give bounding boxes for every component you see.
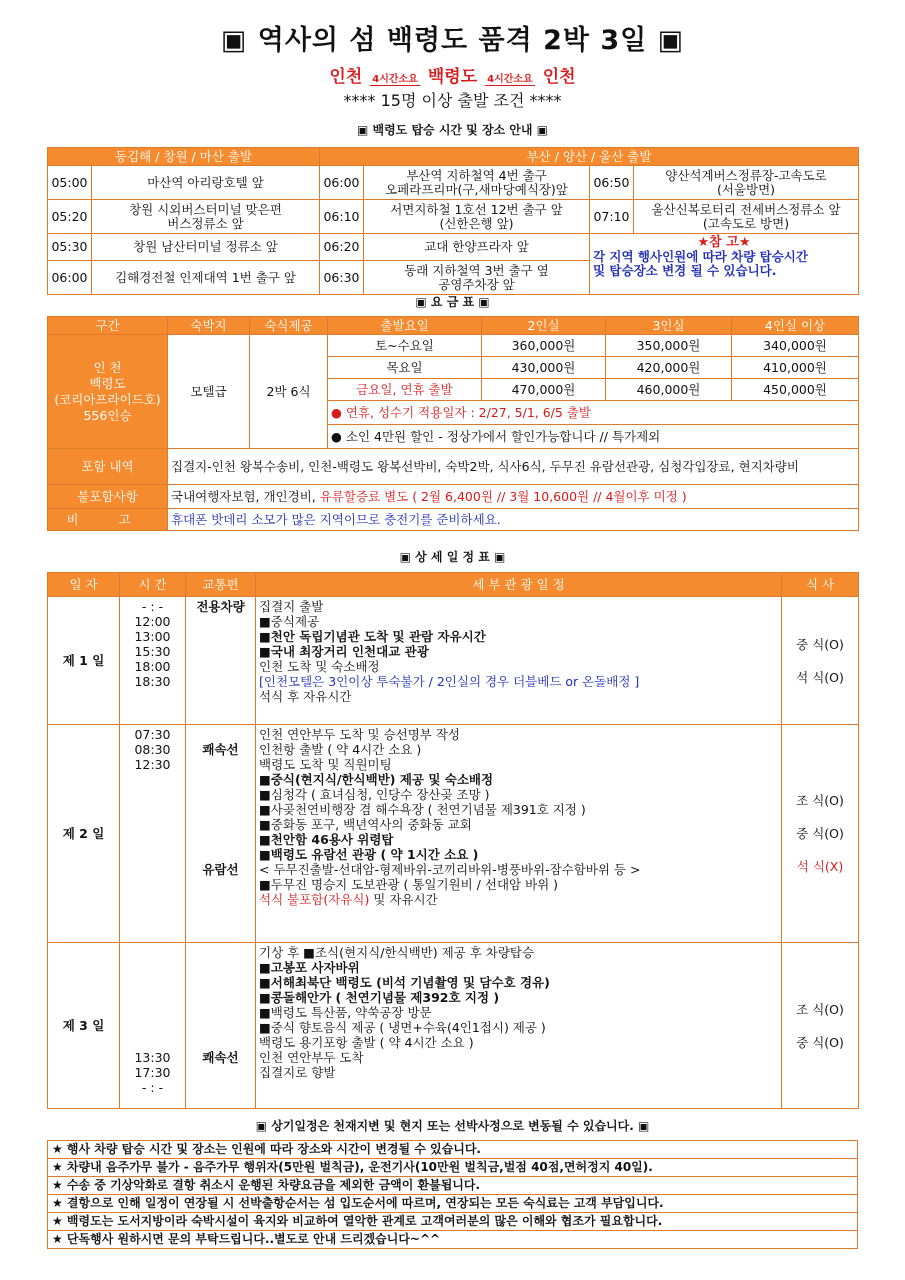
- schedule-header: 식 사: [782, 573, 859, 597]
- schedule-line: ■중식제공: [259, 614, 320, 629]
- fees-excluded-label: 불포함사항: [48, 485, 168, 509]
- fees-header: 2인실: [482, 317, 606, 335]
- schedule-line: 백령도 도착 및 직원미팅: [259, 757, 392, 772]
- boarding-place: 창원 시외버스터미널 맞은편 버스정류소 앞: [92, 200, 320, 234]
- note-line: ★ 단독행사 원하시면 문의 부탁드립니다..별도로 안내 드리겠습니다~^^: [52, 1232, 441, 1246]
- route-duration-1: 4시간소요: [372, 74, 418, 85]
- schedule-header: 교통편: [186, 573, 256, 597]
- schedule-line: < 두무진출발-선대암-형제바위-코끼리바위-병풍바위-잠수함바위 등 >: [259, 862, 641, 877]
- boarding-time: 05:00: [48, 166, 92, 200]
- boarding-time: 06:00: [320, 166, 364, 200]
- meal: 조 식(O): [796, 793, 844, 808]
- meal: 석 식(X): [796, 859, 844, 874]
- meal: 중 식(O): [796, 636, 844, 652]
- day-meals: [782, 725, 859, 943]
- note-line: ★ 백령도는 도서지방이라 숙박시설이 육지와 비교하여 열악한 관계로 고객여러분의 많은 이해와 협조가 필요합니다.: [48, 1213, 857, 1231]
- route-to: 인천: [542, 67, 576, 87]
- day-label: 제 2 일: [48, 725, 120, 943]
- note-line: ★ 행사 차량 탑승 시간 및 장소는 인원에 따라 장소와 시간이 변경될 수 있습니다.: [48, 1141, 857, 1159]
- boarding-place: 울산신복로터리 전세버스정류소 앞 (고속도로 방면): [634, 200, 859, 234]
- fees-excluded-cell: [168, 485, 859, 509]
- meal: 중 식(O): [796, 1034, 844, 1050]
- boarding-place: 동래 지하철역 3번 출구 옆 공영주차장 앞: [364, 261, 590, 295]
- route-duration-2: 4시간소요: [487, 74, 533, 85]
- fees-price: 360,000원: [482, 335, 606, 357]
- schedule-line: ■백령도 유람선 관광 ( 약 1시간 소요 ): [259, 847, 479, 862]
- boarding-time: 05:30: [48, 234, 92, 261]
- fees-price: 470,000원: [482, 379, 606, 401]
- fees-remark-label: 비 고: [48, 509, 168, 531]
- boarding-place: 김해경전철 인제대역 1번 출구 앞: [92, 261, 320, 295]
- route-line: [0, 62, 905, 87]
- route-mid: 백령도: [427, 67, 478, 87]
- schedule-line: ■중화동 포구, 백년역사의 중화동 교회: [259, 817, 472, 832]
- page-title: ▣ 역사의 섬 백령도 품격 2박 3일 ▣: [220, 25, 685, 56]
- boarding-place: 교대 한양프라자 앞: [364, 234, 590, 261]
- meal: 석 식(O): [796, 669, 844, 685]
- boarding-time: 07:10: [590, 200, 634, 234]
- fees-included-text: 집결지-인천 왕복수송비, 인천-백령도 왕복선박비, 숙박2박, 식사6식, 두무진 유람선관광, 심청각입장료, 현지차량비: [168, 449, 859, 485]
- fees-note-child: ● 소인 4만원 할인 - 정상가에서 할인가능합니다 // 특가제외: [328, 425, 859, 449]
- boarding-note-text: 각 지역 행사인원에 따라 차량 탑승시간 및 탑승장소 변경 될 수 있습니다.: [593, 249, 808, 278]
- transport-ferry: 쾌속선: [202, 742, 239, 757]
- schedule-line: ■천안 독립기념관 도착 및 관람 자유시간: [259, 629, 486, 644]
- boarding-place: 부산역 지하철역 4번 출구 오페라프리마(구,새마당예식장)앞: [364, 166, 590, 200]
- free-time: 및 자유시간: [369, 892, 438, 907]
- schedule-line: ■사곶천연비행장 겸 해수욕장 ( 천연기념물 제391호 지정 ): [259, 802, 586, 817]
- schedule-line: 백령도 용기포항 출발 ( 약 4시간 소요 ): [259, 1035, 474, 1050]
- boarding-place: 창원 남산터미널 정류소 앞: [92, 234, 320, 261]
- schedule-line: 인천항 출발 ( 약 4시간 소요 ): [259, 742, 422, 757]
- fees-section-title: ▣ 요 금 표 ▣: [415, 295, 490, 309]
- schedule-line: ■심청각 ( 효녀심청, 인당수 장산곶 조망 ): [259, 787, 490, 802]
- fees-excluded-text: 국내여행자보험, 개인경비,: [171, 488, 320, 504]
- schedule-section-title: ▣ 상 세 일 정 표 ▣: [399, 550, 506, 564]
- boarding-note: [590, 234, 859, 295]
- fees-note-peak: ● 연휴, 성수기 적용일자 : 2/27, 5/1, 6/5 출발: [328, 401, 859, 425]
- day-label: 제 1 일: [48, 597, 120, 725]
- schedule-line: ■서해최북단 백령도 (비석 기념촬영 및 담수호 경유): [259, 975, 550, 990]
- schedule-line: ■백령도 특산품, 약쑥공장 방문: [259, 1005, 432, 1020]
- day-label: 제 3 일: [48, 943, 120, 1109]
- boarding-note-title: ★참 고★: [697, 235, 751, 250]
- day-details: [256, 597, 782, 725]
- fees-lodging: 모텔급: [168, 335, 250, 449]
- notes-box: [47, 1140, 858, 1249]
- schedule-line: ■두무진 명승지 도보관광 ( 통일기원비 / 선대암 바위 ): [259, 877, 559, 892]
- boarding-time: 06:30: [320, 261, 364, 295]
- fees-header: 숙박지: [168, 317, 250, 335]
- schedule-line: 인천 연안부두 도착: [259, 1050, 364, 1065]
- fees-day: 금요일, 연휴 출발: [328, 379, 482, 401]
- boarding-table: [47, 147, 859, 295]
- day-transport: [186, 725, 256, 943]
- schedule-line: 석식 후 자유시간: [259, 689, 352, 704]
- fees-price: 410,000원: [732, 357, 859, 379]
- boarding-col1-header: 동김해 / 창원 / 마산 출발: [48, 148, 320, 166]
- fees-price: 350,000원: [606, 335, 732, 357]
- note-line: ★ 수송 중 기상악화로 결항 취소시 운행된 차량요금을 제외한 금액이 환불됩니다.: [48, 1177, 857, 1195]
- boarding-time: 06:00: [48, 261, 92, 295]
- boarding-place: 마산역 아리랑호텔 앞: [92, 166, 320, 200]
- meal: 조 식(O): [796, 1001, 844, 1017]
- fees-price: 420,000원: [606, 357, 732, 379]
- note-line: ★ 차량내 음주가무 불가 - 음주가무 행위자(5만원 벌칙금), 운전기사(10만원 벌칙금,벌점 40점,면허정지 40일).: [48, 1159, 857, 1177]
- schedule-line: 집결지 출발: [259, 599, 324, 614]
- day-meals: [782, 597, 859, 725]
- fees-meals: 2박 6식: [250, 335, 328, 449]
- fees-header: 4인실 이상: [732, 317, 859, 335]
- schedule-line: 인천 도착 및 숙소배정: [259, 659, 380, 674]
- fees-remark-text: 휴대폰 밧데리 소모가 많은 지역이므로 충전기를 준비하세요.: [168, 509, 859, 531]
- schedule-header: 일 자: [48, 573, 120, 597]
- boarding-col2-header: 부산 / 양산 / 울산 출발: [320, 148, 859, 166]
- day-details: [256, 725, 782, 943]
- boarding-time: 06:50: [590, 166, 634, 200]
- day-times: 13:30 17:30 - : -: [120, 943, 186, 1109]
- day-times: 07:30 08:30 12:30: [120, 725, 186, 943]
- fees-table: [47, 316, 859, 531]
- meal: 중 식(O): [796, 826, 844, 841]
- schedule-footer: ▣ 상기일정은 천재지변 및 현지 또는 선박사정으로 변동될 수 있습니다. ▣: [255, 1119, 650, 1133]
- day-details: [256, 943, 782, 1109]
- day-transport: 쾌속선: [186, 943, 256, 1109]
- departure-condition: **** 15명 이상 출발 조건 ****: [343, 91, 562, 110]
- schedule-header: 세 부 관 광 일 정: [256, 573, 782, 597]
- boarding-place: 서면지하철 1호선 12번 출구 앞 (신한은행 앞): [364, 200, 590, 234]
- schedule-line: ■중식 향토음식 제공 ( 냉면+수육(4인1접시) 제공 ): [259, 1020, 546, 1035]
- route-from: 인천: [329, 67, 363, 87]
- fees-price: 450,000원: [732, 379, 859, 401]
- fees-header: 출발요일: [328, 317, 482, 335]
- fees-day: 토~수요일: [328, 335, 482, 357]
- schedule-header: 시 간: [120, 573, 186, 597]
- schedule-line: 인천 연안부두 도착 및 승선명부 작성: [259, 727, 460, 742]
- schedule-line: ■콩돌해안가 ( 천연기념물 제392호 지정 ): [259, 990, 500, 1005]
- fees-day: 목요일: [328, 357, 482, 379]
- fees-included-label: 포함 내역: [48, 449, 168, 485]
- fees-header: 3인실: [606, 317, 732, 335]
- boarding-time: 06:20: [320, 234, 364, 261]
- fees-fuel-surcharge: 유류할증료 별도 ( 2월 6,400원 // 3월 10,600원 // 4월이후 미정 ): [319, 488, 687, 504]
- schedule-table: [47, 572, 859, 1109]
- note-line: ★ 결항으로 인해 일정이 연장될 시 선박출항순서는 섬 입도순서에 따르며, 연장되는 모든 숙식료는 고객 부담입니다.: [48, 1195, 857, 1213]
- boarding-time: 05:20: [48, 200, 92, 234]
- fees-route-cell: 인 천 백령도 (코리아프라이드호) 556인승: [48, 335, 168, 449]
- schedule-line-last: [259, 892, 778, 907]
- boarding-time: 06:10: [320, 200, 364, 234]
- schedule-line: ■중식(현지식/한식백반) 제공 및 숙소배정: [259, 772, 494, 787]
- schedule-line: [인천모텔은 3인이상 투숙불가 / 2인실의 경우 더블베드 or 온돌배정 ]: [259, 674, 640, 689]
- schedule-line: 기상 후 ■조식(현지식/한식백반) 제공 후 차량탑승: [259, 945, 535, 960]
- dinner-excluded: 석식 불포함(자유식): [259, 892, 370, 907]
- day-transport: 전용차량: [186, 597, 256, 725]
- fees-price: 340,000원: [732, 335, 859, 357]
- schedule-line: ■고봉포 사자바위: [259, 960, 360, 975]
- boarding-place: 양산석계버스정류장-고속도로 (서울방면): [634, 166, 859, 200]
- fees-header: 숙식제공: [250, 317, 328, 335]
- day-meals: [782, 943, 859, 1109]
- schedule-line: 집결지로 향발: [259, 1065, 336, 1080]
- boarding-section-title: ▣ 백령도 탑승 시간 및 장소 안내 ▣: [356, 123, 549, 137]
- schedule-line: ■국내 최장거리 인천대교 관광: [259, 644, 429, 659]
- fees-header: 구간: [48, 317, 168, 335]
- day-times: - : - 12:00 13:00 15:30 18:00 18:30: [120, 597, 186, 725]
- transport-cruise: 유람선: [202, 862, 239, 877]
- schedule-line: ■천안함 46용사 위령탑: [259, 832, 394, 847]
- fees-price: 460,000원: [606, 379, 732, 401]
- fees-price: 430,000원: [482, 357, 606, 379]
